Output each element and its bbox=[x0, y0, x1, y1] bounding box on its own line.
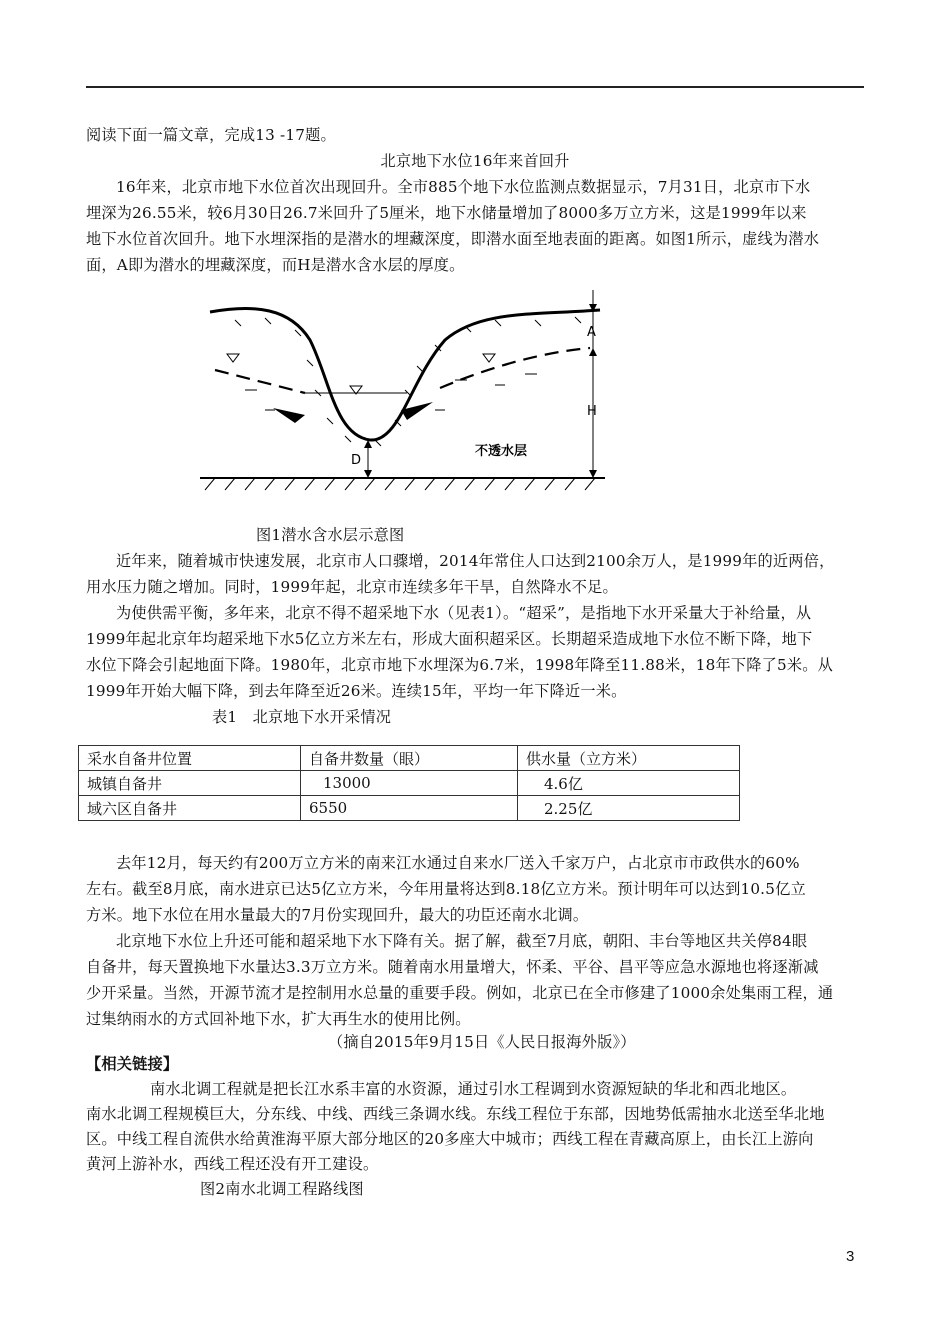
water-symbol bbox=[483, 354, 495, 362]
table-cell: 2.25亿 bbox=[518, 796, 740, 821]
p3-line: 1999年开始大幅下降，到去年降至近26米。连续15年，平均一年下降近一米。 bbox=[86, 682, 627, 700]
label-a: A bbox=[587, 325, 596, 340]
table-header-row bbox=[79, 746, 740, 771]
p3-line: 为使供需平衡，多年来，北京不得不超采地下水（见表1）。“超采”，是指地下水开采量大于补给量，从 bbox=[116, 604, 812, 622]
flow-arrow bbox=[273, 408, 305, 423]
p3-line: 1999年起北京年均超采地下水5亿立方米左右，形成大面积超采区。长期超采造成地下水位不断下降，地下 bbox=[86, 630, 813, 648]
article-source: （摘自2015年9月15日《人民日报海外版》） bbox=[328, 1033, 636, 1051]
arrow-head bbox=[364, 470, 372, 478]
p1-line: 埋深为26.55米，较6月30日26.7米回升了5厘米，地下水储量增加了8000多万立方米，这是1999年以来 bbox=[86, 204, 807, 222]
p1-line: 地下水位首次回升。地下水埋深指的是潜水的埋藏深度，即潜水面至地表面的距离。如图1所示，虚线为潜水 bbox=[86, 230, 820, 248]
water-symbol bbox=[227, 354, 239, 362]
links-line: 南水北调工程就是把长江水系丰富的水资源，通过引水工程调到水资源短缺的华北和西北地区。 bbox=[150, 1080, 797, 1098]
label-h: H bbox=[587, 404, 597, 419]
p3-line: 水位下降会引起地面下降。1980年，北京市地下水埋深为6.7米，1998年降至11.88米，18年下降了5米。从 bbox=[86, 656, 834, 674]
table-cell: 6550 bbox=[301, 796, 518, 821]
p5-line: 北京地下水位上升还可能和超采地下水下降有关。据了解，截至7月底，朝阳、丰台等地区共关停84眼 bbox=[116, 932, 808, 950]
arrow-head bbox=[589, 470, 597, 478]
links-heading: 【相关链接】 bbox=[86, 1055, 179, 1073]
p4-line: 方米。地下水位在用水量最大的7月份实现回升，最大的功臣还南水北调。 bbox=[86, 906, 589, 924]
table-header: 供水量（立方米） bbox=[518, 746, 740, 771]
water-extraction-table bbox=[78, 745, 740, 821]
table-cell: 城镇自备井 bbox=[79, 771, 301, 796]
soil-hatching bbox=[235, 317, 581, 446]
table1-caption: 表1 北京地下水开采情况 bbox=[212, 708, 392, 726]
figure1-caption: 图1潜水含水层示意图 bbox=[256, 526, 405, 544]
p5-line: 自备井，每天置换地下水量达3.3万立方米。随着南水用量增大，怀柔、平谷、昌平等应急水源地也将逐渐减 bbox=[86, 958, 819, 976]
ground-surface bbox=[210, 308, 600, 440]
p2-line: 用水压力随之增加。同时，1999年起，北京市连续多年干旱，自然降水不足。 bbox=[86, 578, 618, 596]
p4-line: 去年12月，每天约有200万立方米的南来江水通过自来水厂送入千家万户，占北京市市政供水的60% bbox=[116, 854, 800, 872]
p5-line: 少开采量。当然，开源节流才是控制用水总量的重要手段。例如，北京已在全市修建了1000余处集雨工程，通 bbox=[86, 984, 834, 1002]
p4-line: 左右。截至8月底，南水进京已达5亿立方米，今年用量将达到8.18亿立方米。预计明年可以达到10.5亿立 bbox=[86, 880, 806, 898]
table-cell: 4.6亿 bbox=[518, 771, 740, 796]
table-row bbox=[79, 771, 740, 796]
page-number: 3 bbox=[846, 1248, 855, 1265]
links-line: 区。中线工程自流供水给黄淮海平原大部分地区的20多座大中城市；西线工程在青藏高原上，由长江上游向 bbox=[86, 1130, 814, 1148]
table-header: 采水自备井位置 bbox=[79, 746, 301, 771]
table-row bbox=[79, 796, 740, 821]
intro-line: 阅读下面一篇文章，完成13 -17题。 bbox=[86, 126, 336, 144]
table-cell: 13000 bbox=[301, 771, 518, 796]
links-line: 南水北调工程规模巨大，分东线、中线、西线三条调水线。东线工程位于东部，因地势低需抽水北送至华北地 bbox=[86, 1105, 825, 1123]
p2-line: 近年来，随着城市快速发展，北京市人口骤增，2014年常住人口达到2100余万人，是1999年的近两倍， bbox=[116, 552, 835, 570]
figure2-caption: 图2南水北调工程路线图 bbox=[200, 1180, 364, 1198]
table-header: 自备井数量（眼） bbox=[301, 746, 518, 771]
table-cell: 域六区自备井 bbox=[79, 796, 301, 821]
article-title: 北京地下水位16年来首回升 bbox=[380, 152, 570, 170]
label-d: D bbox=[351, 453, 362, 468]
p1-line: 面，A即为潜水的埋藏深度，而H是潜水含水层的厚度。 bbox=[86, 256, 465, 274]
arrow-head bbox=[589, 348, 597, 356]
header-rule bbox=[86, 86, 864, 88]
bedrock-hatching bbox=[205, 478, 595, 490]
p5-line: 过集纳雨水的方式回补地下水，扩大再生水的使用比例。 bbox=[86, 1010, 471, 1028]
figure1-diagram bbox=[195, 290, 615, 505]
p1-line: 16年来，北京市地下水位首次出现回升。全市885个地下水位监测点数据显示，7月31日，北京市下水 bbox=[116, 178, 811, 196]
links-line: 黄河上游补水，西线工程还没有开工建设。 bbox=[86, 1155, 379, 1173]
label-impermeable-layer: 不透水层 bbox=[475, 444, 528, 459]
water-table bbox=[215, 348, 590, 393]
